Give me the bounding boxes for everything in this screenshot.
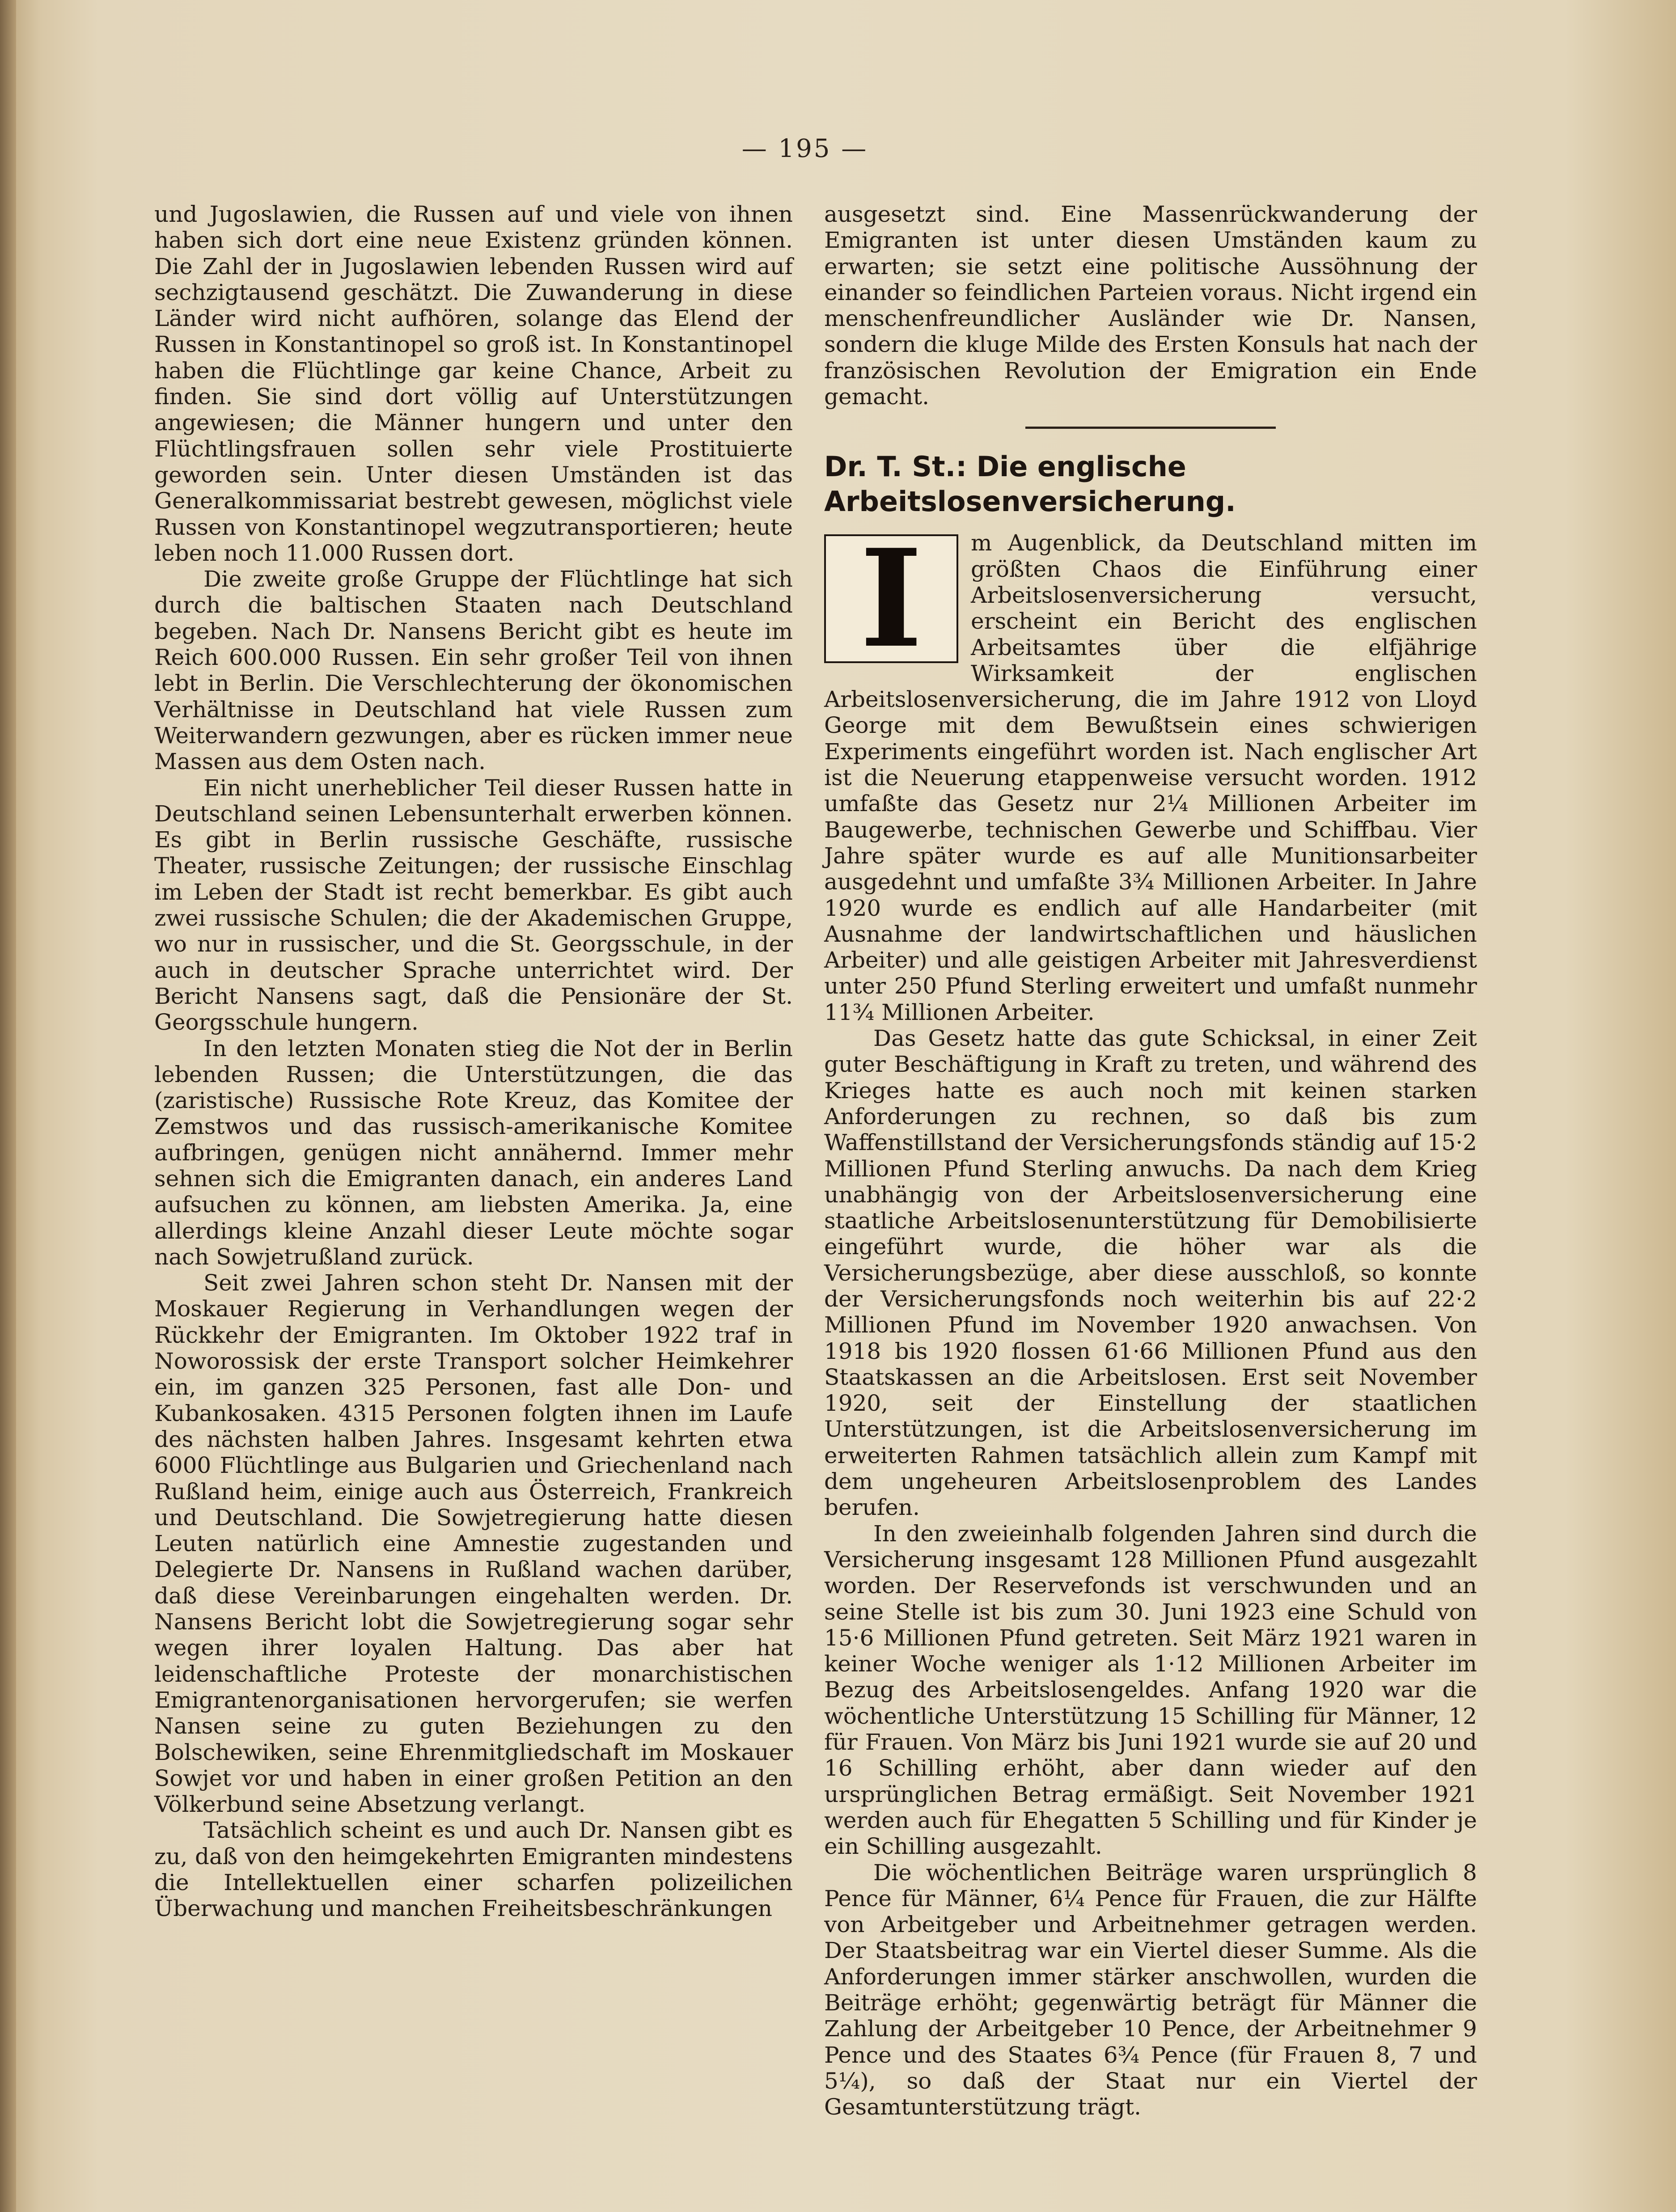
paragraph: Die wöchentlichen Beiträge waren ursprünglich 8 Pence für Männer, 6¼ Pence für Frauen, die zur Hälfte von Arbeitgeber und Arbeitnehmer getragen werden. Der Staatsbeitrag war ein Viertel dieser Summe. Als die Anforderungen immer stärker anschwollen, wurden die Beiträge erhöht; gegenwärtig beträgt für Männer die Zahlung der Arbeitgeber 10 Pence, der Arbeitnehmer 9 Pence und des Staates 6¾ Pence (für Frauen 8, 7 und 5¼), so daß der Staat nur ein Viertel der Gesamtunterstützung trägt. bbox=[824, 1859, 1477, 2120]
paragraph: In den letzten Monaten stieg die Not der in Berlin lebenden Russen; die Unterstützungen, die das (zaristische) Russische Rote Kreuz, das Komitee der Zemstwos und das russisch-amerikanische Komitee aufbringen, genügen nicht annähernd. Immer mehr sehnen sich die Emigranten danach, ein anderes Land aufsuchen zu können, am liebsten Amerika. Ja, eine allerdings kleine Anzahl dieser Leute möchte sogar nach Sowjetrußland zurück. bbox=[154, 1035, 793, 1270]
paragraph: Seit zwei Jahren schon steht Dr. Nansen mit der Moskauer Regierung in Verhandlungen wegen der Rückkehr der Emigranten. Im Oktober 1922 traf in Noworossisk der erste Transport solcher Heimkehrer ein, im ganzen 325 Personen, fast alle Don- und Kubankosaken. 4315 Personen folgten ihnen im Laufe des nächsten halben Jahres. Insgesamt kehrten etwa 6000 Flüchtlinge aus Bulgarien und Griechenland nach Rußland heim, einige auch aus Österreich, Frankreich und Deutschland. Die Sowjetregierung hatte diesen Leuten natürlich eine Amnestie zugestanden und Delegierte Dr. Nansens in Rußland wachen darüber, daß diese Vereinbarungen eingehalten werden. Dr. Nansens Bericht lobt die Sowjetregierung sogar sehr wegen ihrer loyalen Haltung. Das aber hat leidenschaftliche Proteste der monarchistischen Emigrantenorganisationen hervorgerufen; sie werfen Nansen seine zu guten Beziehungen zu den Bolschewiken, seine Ehrenmitgliedschaft im Moskauer Sowjet vor und haben in einer großen Petition an den Völkerbund seine Absetzung verlangt. bbox=[154, 1270, 793, 1818]
section-divider bbox=[1025, 427, 1276, 429]
paragraph: Das Gesetz hatte das gute Schicksal, in einer Zeit guter Beschäftigung in Kraft zu treten, und während des Krieges hatte es auch noch mit keinen starken Anforderungen zu rechnen, so daß bis zum Waffenstillstand der Versicherungsfonds ständig auf 15·2 Millionen Pfund Sterling anwuchs. Da nach dem Krieg unabhängig von der Arbeitslosenversicherung eine staatliche Arbeitslosenunterstützung für Demobilisierte eingeführt wurde, die höher war als die Versicherungsbezüge, aber diese ausschloß, so konnte der Versicherungsfonds noch weiterhin bis auf 22·2 Millionen Pfund im November 1920 anwachsen. Von 1918 bis 1920 flossen 61·66 Millionen Pfund aus den Staatskassen an die Arbeitslosen. Erst seit November 1920, seit der Einstellung der staatlichen Unterstützungen, ist die Arbeitslosenversicherung im erweiterten Rahmen tatsächlich allein zum Kampf mit dem ungeheuren Arbeitslosenproblem des Landes berufen. bbox=[824, 1025, 1477, 1521]
binding-shadow bbox=[0, 0, 16, 2212]
paragraph: und Jugoslawien, die Russen auf und viele von ihnen haben sich dort eine neue Existenz gründen können. Die Zahl der in Jugoslawien lebenden Russen wird auf sechzigtausend geschätzt. Die Zuwanderung in diese Länder wird nicht aufhören, solange das Elend der Russen in Konstantinopel so groß ist. In Konstantinopel haben die Flüchtlinge gar keine Chance, Arbeit zu finden. Sie sind dort völlig auf Unterstützungen angewiesen; die Männer hungern und unter den Flüchtlingsfrauen sollen sehr viele Prostituierte geworden sein. Unter diesen Umständen ist das Generalkommissariat bestrebt gewesen, möglichst viele Russen von Konstantinopel wegzutransportieren; heute leben noch 11.000 Russen dort. bbox=[154, 201, 793, 566]
article-title: Dr. T. St.: Die englische Arbeitslosenversicherung. bbox=[824, 450, 1236, 518]
paragraph: Ein nicht unerheblicher Teil dieser Russen hatte in Deutschland seinen Lebensunterhalt erwerben können. Es gibt in Berlin russische Geschäfte, russische Theater, russische Zeitungen; der russische Einschlag im Leben der Stadt ist recht bemerkbar. Es gibt auch zwei russische Schulen; die der Akademischen Gruppe, wo nur in russischer, und die St. Georgsschule, in der auch in deutscher Sprache unterrichtet wird. Der Bericht Nansens sagt, daß die Pensionäre der St. Georgsschule hungern. bbox=[154, 774, 793, 1036]
drop-cap: I bbox=[824, 534, 958, 663]
paragraph: In den zweieinhalb folgenden Jahren sind durch die Versicherung insgesamt 128 Millionen Pfund ausgezahlt worden. Der Reservefonds ist verschwunden und an seine Stelle ist bis zum 30. Juni 1923 eine Schuld von 15·6 Millionen Pfund getreten. Seit März 1921 waren in keiner Woche weniger als 1·12 Millionen Arbeiter im Bezug des Arbeitslosengeldes. Anfang 1920 war die wöchentliche Unterstützung 15 Schilling für Männer, 12 für Frauen. Von März bis Juni 1921 wurde sie auf 20 und 16 Schilling erhöht, aber dann wieder auf den ursprünglichen Betrag ermäßigt. Seit November 1921 werden auch für Ehegatten 5 Schilling und für Kinder je ein Schilling ausgezahlt. bbox=[824, 1520, 1477, 1860]
paragraph: m Augenblick, da Deutschland mitten im größten Chaos die Einführung einer Arbeitslosenversicherung versucht, erscheint ein Bericht des englischen Arbeitsamtes über die elfjährige Wirksamkeit der englischen Arbeitslosenversicherung, die im Jahre 1912 von Lloyd George mit dem Bewußtsein eines schwierigen Experiments eingeführt worden ist. Nach englischer Art ist die Neuerung etappenweise versucht worden. 1912 umfaßte das Gesetz nur 2¼ Millionen Arbeiter im Baugewerbe, technischen Gewerbe und Schiffbau. Vier Jahre später wurde es auf alle Munitionsarbeiter ausgedehnt und umfaßte 3¾ Millionen Arbeiter. In Jahre 1920 wurde es endlich auf alle Handarbeiter (mit Ausnahme der landwirtschaftlichen und häuslichen Arbeiter) und alle geistigen Arbeiter mit Jahresverdienst unter 250 Pfund Sterling erweitert und umfaßt nunmehr 11¾ Millionen Arbeiter. bbox=[824, 530, 1477, 1025]
left-column bbox=[154, 201, 793, 1922]
right-column bbox=[824, 201, 1477, 2120]
page-number: — 195 — bbox=[741, 134, 868, 163]
paragraph: Tatsächlich scheint es und auch Dr. Nansen gibt es zu, daß von den heimgekehrten Emigranten mindestens die Intellektuellen einer scharfen polizeilichen Überwachung und manchen Freiheitsbeschränkungen bbox=[154, 1817, 793, 1922]
paragraph: Die zweite große Gruppe der Flüchtlinge hat sich durch die baltischen Staaten nach Deutschland begeben. Nach Dr. Nansens Bericht gibt es heute im Reich 600.000 Russen. Ein sehr großer Teil von ihnen lebt in Berlin. Die Verschlechterung der ökonomischen Verhältnisse in Deutschland hat viele Russen zum Weiterwandern gezwungen, aber es rücken immer neue Massen aus dem Osten nach. bbox=[154, 566, 793, 775]
paragraph: ausgesetzt sind. Eine Massenrückwanderung der Emigranten ist unter diesen Umständen kaum zu erwarten; sie setzt eine politische Aussöhnung der einander so feindlichen Parteien voraus. Nicht irgend ein menschenfreundlicher Ausländer wie Dr. Nansen, sondern die kluge Milde des Ersten Konsuls hat nach der französischen Revolution der Emigration ein Ende gemacht. bbox=[824, 201, 1477, 410]
